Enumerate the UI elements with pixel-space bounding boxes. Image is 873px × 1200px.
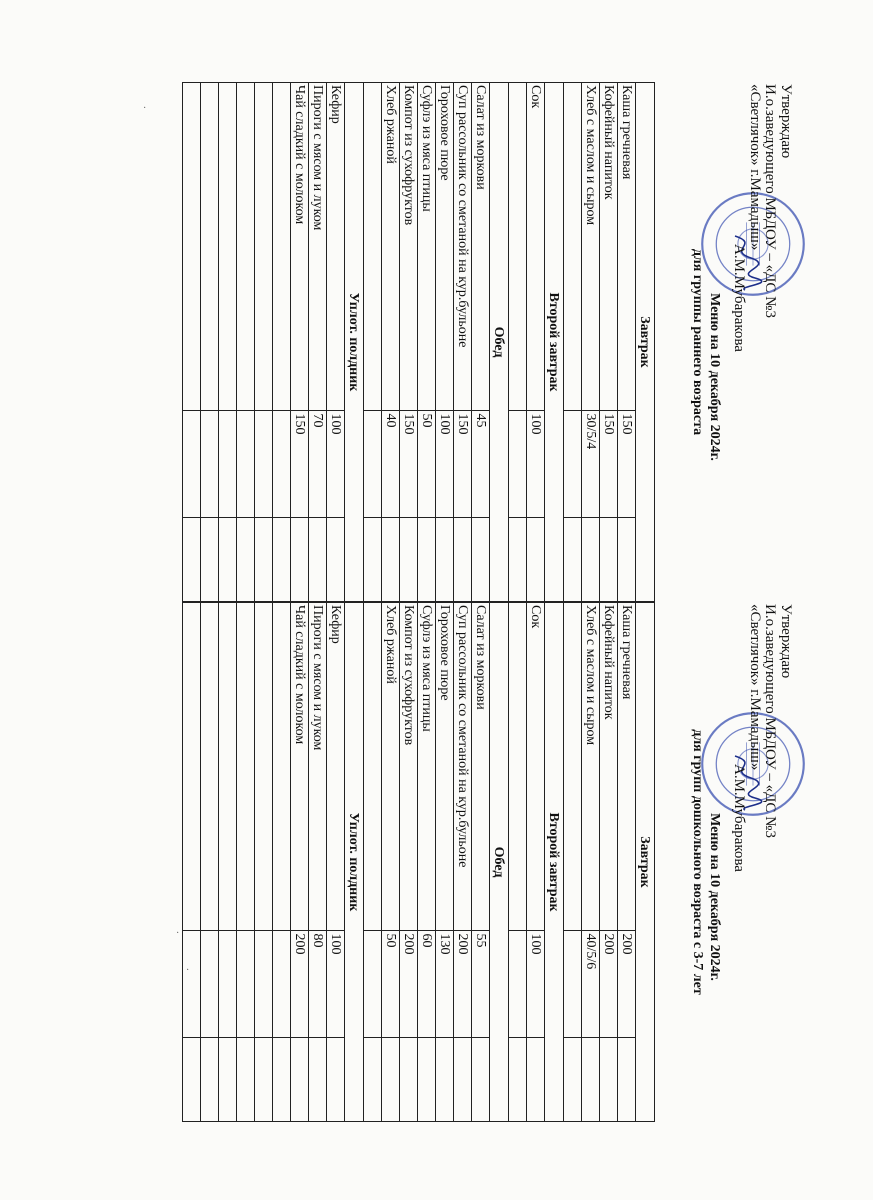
table-row xyxy=(472,83,490,602)
table-row xyxy=(527,83,545,602)
empty-cell xyxy=(564,1037,582,1121)
table-row xyxy=(527,603,545,1122)
approval-line-3: «Светлячок» г.Мамадыш» xyxy=(747,604,763,771)
dish-amount: 70 xyxy=(309,411,327,517)
table-row-empty xyxy=(564,603,582,1122)
empty-cell xyxy=(273,931,291,1037)
empty-cell xyxy=(219,517,237,601)
dish-name: Пироги с мясом и луком xyxy=(309,83,327,411)
dish-name: Чай сладкий с молоком xyxy=(291,603,309,931)
section-title: Второй завтрак xyxy=(545,603,564,1122)
dish-name: Компот из сухофруктов xyxy=(400,603,418,931)
empty-cell xyxy=(382,517,400,601)
empty-cell xyxy=(183,83,201,411)
section-header-row xyxy=(345,603,364,1122)
empty-cell xyxy=(472,517,490,601)
approval-line-4: А.М.Мубаракова xyxy=(731,764,748,872)
approval-line-1: Утверждаю xyxy=(778,604,794,679)
menu-table-body xyxy=(183,603,655,1122)
table-row xyxy=(618,83,636,602)
dish-amount: 100 xyxy=(527,931,545,1037)
dish-amount: 100 xyxy=(527,411,545,517)
dish-name: Хлеб ржаной xyxy=(382,603,400,931)
dish-name: Каша гречневая xyxy=(618,603,636,931)
table-row-empty xyxy=(237,83,255,602)
table-row-empty xyxy=(219,603,237,1122)
dish-amount: 55 xyxy=(472,931,490,1037)
empty-cell xyxy=(309,1037,327,1121)
table-row-empty xyxy=(564,83,582,602)
empty-cell xyxy=(364,411,382,517)
section-title: Обед xyxy=(490,83,509,602)
dish-name: Сок xyxy=(527,83,545,411)
table-row xyxy=(309,603,327,1122)
section-title: Второй завтрак xyxy=(545,83,564,602)
dish-name: Чай сладкий с молоком xyxy=(291,83,309,411)
section-title: Завтрак xyxy=(636,83,655,602)
empty-cell xyxy=(183,411,201,517)
menu-title: Меню на 10 декабря 2024г. xyxy=(707,813,722,981)
empty-cell xyxy=(273,1037,291,1121)
table-row xyxy=(582,603,600,1122)
table-row xyxy=(454,603,472,1122)
empty-cell xyxy=(582,1037,600,1121)
dish-name: Компот из сухофруктов xyxy=(400,83,418,411)
empty-cell xyxy=(509,931,527,1037)
table-row xyxy=(309,83,327,602)
table-row-empty xyxy=(201,83,219,602)
empty-cell xyxy=(582,517,600,601)
dish-name: Гороховое пюре xyxy=(436,603,454,931)
dish-amount: 150 xyxy=(400,411,418,517)
table-row xyxy=(400,83,418,602)
dish-amount: 50 xyxy=(382,931,400,1037)
empty-cell xyxy=(255,603,273,931)
title-block xyxy=(689,82,723,602)
empty-cell xyxy=(219,931,237,1037)
empty-cell xyxy=(364,603,382,931)
table-row-empty xyxy=(364,83,382,602)
empty-cell xyxy=(509,411,527,517)
empty-cell xyxy=(201,1037,219,1121)
dish-amount: 200 xyxy=(400,931,418,1037)
approval-line-4: А.М.Мубаракова xyxy=(731,244,748,352)
dish-amount: 50 xyxy=(418,411,436,517)
empty-cell xyxy=(600,517,618,601)
section-title: Уплот. полдник xyxy=(345,603,364,1122)
empty-cell xyxy=(527,517,545,601)
table-row-empty xyxy=(183,603,201,1122)
empty-cell xyxy=(201,603,219,931)
dish-amount: 150 xyxy=(600,411,618,517)
empty-cell xyxy=(219,603,237,931)
empty-cell xyxy=(436,1037,454,1121)
dish-amount: 200 xyxy=(600,931,618,1037)
empty-cell xyxy=(273,83,291,411)
title-block xyxy=(689,602,723,1122)
empty-cell xyxy=(219,1037,237,1121)
empty-cell xyxy=(237,83,255,411)
table-row xyxy=(327,603,345,1122)
empty-cell xyxy=(364,83,382,411)
dish-amount: 200 xyxy=(454,931,472,1037)
table-row-empty xyxy=(364,603,382,1122)
dish-name: Суфлэ из мяса птицы xyxy=(418,603,436,931)
dish-amount: 150 xyxy=(618,411,636,517)
dish-amount: 30/5/4 xyxy=(582,411,600,517)
empty-cell xyxy=(600,1037,618,1121)
menu-table xyxy=(182,602,655,1122)
dish-name: Сок xyxy=(527,603,545,931)
menu-early-age xyxy=(0,82,873,602)
approval-block xyxy=(731,604,793,872)
table-row xyxy=(382,603,400,1122)
menu-title: Меню на 10 декабря 2024г. xyxy=(707,293,722,461)
table-row-empty xyxy=(183,83,201,602)
empty-cell xyxy=(183,931,201,1037)
dish-name: Каша гречневая xyxy=(618,83,636,411)
dish-name: Хлеб с маслом и сыром xyxy=(582,83,600,411)
empty-cell xyxy=(454,517,472,601)
menu-table xyxy=(182,82,655,602)
table-row xyxy=(582,83,600,602)
dish-amount: 60 xyxy=(418,931,436,1037)
dish-amount: 200 xyxy=(618,931,636,1037)
table-row xyxy=(418,83,436,602)
table-row-empty xyxy=(509,603,527,1122)
empty-cell xyxy=(219,83,237,411)
empty-cell xyxy=(201,931,219,1037)
table-row xyxy=(291,83,309,602)
empty-cell xyxy=(454,1037,472,1121)
menu-table-body xyxy=(183,83,655,602)
empty-cell xyxy=(564,411,582,517)
empty-cell xyxy=(400,517,418,601)
dish-amount: 150 xyxy=(291,411,309,517)
empty-cell xyxy=(291,517,309,601)
empty-cell xyxy=(183,603,201,931)
empty-cell xyxy=(201,411,219,517)
empty-cell xyxy=(201,517,219,601)
empty-cell xyxy=(237,411,255,517)
section-header-row xyxy=(490,83,509,602)
empty-cell xyxy=(255,411,273,517)
dish-amount: 45 xyxy=(472,411,490,517)
empty-cell xyxy=(509,603,527,931)
table-row xyxy=(400,603,418,1122)
dish-name: Кофейный напиток xyxy=(600,83,618,411)
dish-name: Гороховое пюре xyxy=(436,83,454,411)
empty-cell xyxy=(564,83,582,411)
table-row xyxy=(600,603,618,1122)
empty-cell xyxy=(237,517,255,601)
table-row xyxy=(418,603,436,1122)
table-row xyxy=(291,603,309,1122)
dish-name: Кефир xyxy=(327,603,345,931)
section-title: Обед xyxy=(490,603,509,1122)
empty-cell xyxy=(273,411,291,517)
dish-name: Кефир xyxy=(327,83,345,411)
section-header-row xyxy=(636,603,655,1122)
section-header-row xyxy=(490,603,509,1122)
menu-subtitle: для групп дошкольного возраста с 3-7 лет xyxy=(690,729,705,995)
dish-name: Пироги с мясом и луком xyxy=(309,603,327,931)
section-header-row xyxy=(545,603,564,1122)
dish-name: Хлеб ржаной xyxy=(382,83,400,411)
approval-line-3: «Светлячок» г.Мамадыш» xyxy=(747,84,763,251)
empty-cell xyxy=(527,1037,545,1121)
empty-cell xyxy=(183,1037,201,1121)
section-header-row xyxy=(545,83,564,602)
empty-cell xyxy=(183,517,201,601)
table-row-empty xyxy=(273,603,291,1122)
empty-cell xyxy=(273,603,291,931)
empty-cell xyxy=(255,83,273,411)
empty-cell xyxy=(364,931,382,1037)
dish-amount: 130 xyxy=(436,931,454,1037)
empty-cell xyxy=(237,603,255,931)
table-row-empty xyxy=(273,83,291,602)
dish-name: Суп рассольник со сметаной на кур.бульоне xyxy=(454,603,472,931)
empty-cell xyxy=(564,603,582,931)
dish-amount: 80 xyxy=(309,931,327,1037)
empty-cell xyxy=(237,1037,255,1121)
scan-speck: · xyxy=(176,928,180,939)
empty-cell xyxy=(618,1037,636,1121)
empty-cell xyxy=(291,1037,309,1121)
dish-amount: 150 xyxy=(454,411,472,517)
empty-cell xyxy=(509,1037,527,1121)
menu-subtitle: для группы раннего возраста xyxy=(690,248,705,436)
table-row-empty xyxy=(509,83,527,602)
empty-cell xyxy=(237,931,255,1037)
dish-amount: 40 xyxy=(382,411,400,517)
empty-cell xyxy=(364,517,382,601)
dish-amount: 200 xyxy=(291,931,309,1037)
empty-cell xyxy=(418,517,436,601)
empty-cell xyxy=(255,517,273,601)
empty-cell xyxy=(327,1037,345,1121)
empty-cell xyxy=(201,83,219,411)
dish-name: Хлеб с маслом и сыром xyxy=(582,603,600,931)
empty-cell xyxy=(509,517,527,601)
empty-cell xyxy=(436,517,454,601)
empty-cell xyxy=(509,83,527,411)
scan-speck: · xyxy=(143,103,147,114)
section-header-row xyxy=(636,83,655,602)
approval-line-2: И.о.заведующего МБДОУ – «ДС №3 xyxy=(762,84,779,318)
empty-cell xyxy=(472,1037,490,1121)
table-row-empty xyxy=(237,603,255,1122)
header-block xyxy=(655,602,805,1122)
approval-block xyxy=(731,84,793,352)
table-row-empty xyxy=(219,83,237,602)
table-row xyxy=(436,83,454,602)
approval-line-1: Утверждаю xyxy=(778,84,794,159)
table-row xyxy=(472,603,490,1122)
dish-name: Салат из моркови xyxy=(472,603,490,931)
empty-cell xyxy=(273,517,291,601)
empty-cell xyxy=(564,931,582,1037)
empty-cell xyxy=(309,517,327,601)
empty-cell xyxy=(382,1037,400,1121)
empty-cell xyxy=(418,1037,436,1121)
table-row xyxy=(382,83,400,602)
section-title: Уплот. полдник xyxy=(345,83,364,602)
dish-name: Суфлэ из мяса птицы xyxy=(418,83,436,411)
dish-amount: 100 xyxy=(436,411,454,517)
table-row xyxy=(454,83,472,602)
empty-cell xyxy=(364,1037,382,1121)
approval-line-2: И.о.заведующего МБДОУ – «ДС №3 xyxy=(762,604,779,838)
section-title: Завтрак xyxy=(636,603,655,1122)
dish-name: Кофейный напиток xyxy=(600,603,618,931)
empty-cell xyxy=(219,411,237,517)
empty-cell xyxy=(255,931,273,1037)
dish-name: Суп рассольник со сметаной на кур.бульоне xyxy=(454,83,472,411)
empty-cell xyxy=(618,517,636,601)
dish-name: Салат из моркови xyxy=(472,83,490,411)
section-header-row xyxy=(345,83,364,602)
menu-preschool xyxy=(0,602,873,1122)
header-block xyxy=(655,82,805,602)
table-row xyxy=(618,603,636,1122)
dish-amount: 100 xyxy=(327,411,345,517)
table-row-empty xyxy=(255,83,273,602)
empty-cell xyxy=(564,517,582,601)
empty-cell xyxy=(400,1037,418,1121)
table-row-empty xyxy=(201,603,219,1122)
empty-cell xyxy=(255,1037,273,1121)
empty-cell xyxy=(327,517,345,601)
dish-amount: 40/5/6 xyxy=(582,931,600,1037)
scan-speck: · xyxy=(186,965,190,976)
dish-amount: 100 xyxy=(327,931,345,1037)
table-row-empty xyxy=(255,603,273,1122)
table-row xyxy=(436,603,454,1122)
table-row xyxy=(327,83,345,602)
table-row xyxy=(600,83,618,602)
